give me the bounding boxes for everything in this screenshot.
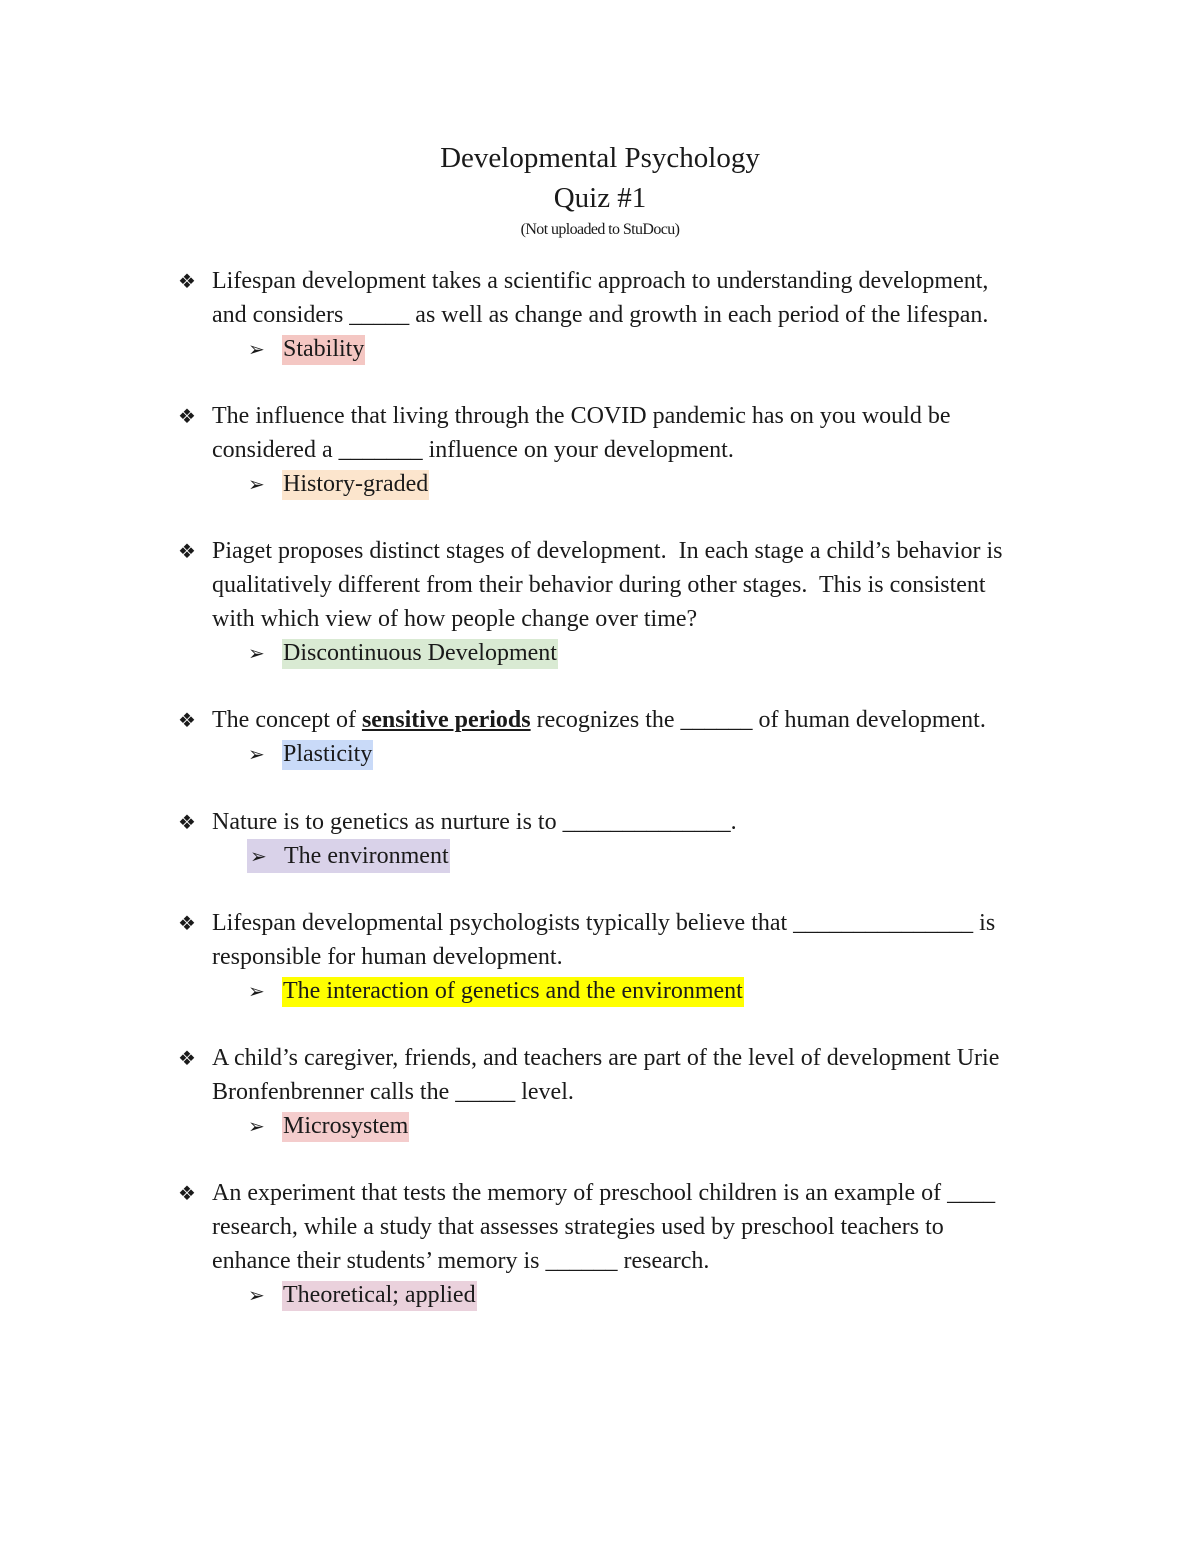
question-text: An experiment that tests the memory of preschool children is an example of ____ [212,1180,996,1206]
arrow-bullet-icon: ➢ [248,337,265,361]
question-6 [178,906,1078,1008]
question-8 [178,1176,1078,1312]
answer-text: Plasticity [282,740,373,770]
question-1 [178,264,1078,366]
question-text: recognizes the ______ of human development. [530,707,986,733]
answer-row [248,737,1078,771]
answer-text: The environment [284,843,449,869]
answer-row [248,332,1078,366]
question-text: The concept of [212,707,362,733]
question-text: A child’s caregiver, friends, and teachers are part of the level of development Urie [212,1045,1000,1071]
question-2 [178,399,1078,501]
diamond-bullet-icon: ❖ [178,1046,196,1070]
question-line [178,534,1078,568]
arrow-bullet-icon: ➢ [250,844,267,868]
answer-row [248,467,1078,501]
answer-row [248,974,1078,1008]
diamond-bullet-icon: ❖ [178,810,196,834]
question-text: Piaget proposes distinct stages of development. In each stage a child’s behavior is [212,538,1003,564]
question-text: considered a _______ influence on your development. [212,437,734,463]
question-text: enhance their students’ memory is ______ research. [212,1248,710,1274]
answer-row [248,1109,1078,1143]
answer-row [248,636,1078,670]
arrow-bullet-icon: ➢ [248,641,265,665]
diamond-bullet-icon: ❖ [178,708,196,732]
question-line [178,568,1078,602]
question-text: The influence that living through the COVID pandemic has on you would be [212,403,951,429]
question-line [178,399,1078,433]
question-text: Nature is to genetics as nurture is to ______________. [212,809,737,835]
question-line [178,805,1078,839]
question-line [178,433,1078,467]
arrow-bullet-icon: ➢ [248,472,265,496]
question-3 [178,534,1078,670]
question-text: responsible for human development. [212,944,563,970]
question-line [178,906,1078,940]
question-5 [178,805,1078,873]
arrow-bullet-icon: ➢ [248,1283,265,1307]
diamond-bullet-icon: ❖ [178,269,196,293]
emphasized-term: sensitive periods [361,707,531,733]
diamond-bullet-icon: ❖ [178,539,196,563]
answer-text: Theoretical; applied [282,1281,477,1311]
answer-text: Microsystem [282,1112,409,1142]
question-line [178,298,1078,332]
diamond-bullet-icon: ❖ [178,911,196,935]
diamond-bullet-icon: ❖ [178,404,196,428]
document-title: Developmental Psychology [440,142,760,174]
question-line [178,1041,1078,1075]
quiz-number: Quiz #1 [553,182,647,214]
question-text: qualitatively different from their behavior during other stages. This is consistent [212,572,986,598]
answer-text: History-graded [282,470,429,500]
answer-text: The interaction of genetics and the environment [282,977,744,1007]
question-text: research, while a study that assesses strategies used by preschool teachers to [212,1214,944,1240]
question-line [178,1075,1078,1109]
question-line [178,602,1078,636]
document-note: (Not uploaded to StuDocu) [520,221,680,238]
question-line [178,940,1078,974]
question-line [178,264,1078,298]
question-text: Bronfenbrenner calls the _____ level. [212,1079,574,1105]
question-text: Lifespan development takes a scientific approach to understanding development, [212,268,989,294]
arrow-bullet-icon: ➢ [248,742,265,766]
question-line [178,1176,1078,1210]
question-line [178,1210,1078,1244]
answer-row [248,1278,1078,1312]
question-4 [178,703,1078,771]
question-7 [178,1041,1078,1143]
question-text: Lifespan developmental psychologists typically believe that _______________ is [212,910,996,936]
question-line [178,1244,1078,1278]
arrow-bullet-icon: ➢ [248,979,265,1003]
question-line [178,703,1078,737]
diamond-bullet-icon: ❖ [178,1181,196,1205]
answer-text: Stability [282,335,365,365]
arrow-bullet-icon: ➢ [248,1114,265,1138]
question-text: and considers _____ as well as change and growth in each period of the lifespan. [212,302,989,328]
answer-text: Discontinuous Development [282,639,558,669]
answer-row [247,839,450,873]
question-text: with which view of how people change over time? [212,606,698,632]
